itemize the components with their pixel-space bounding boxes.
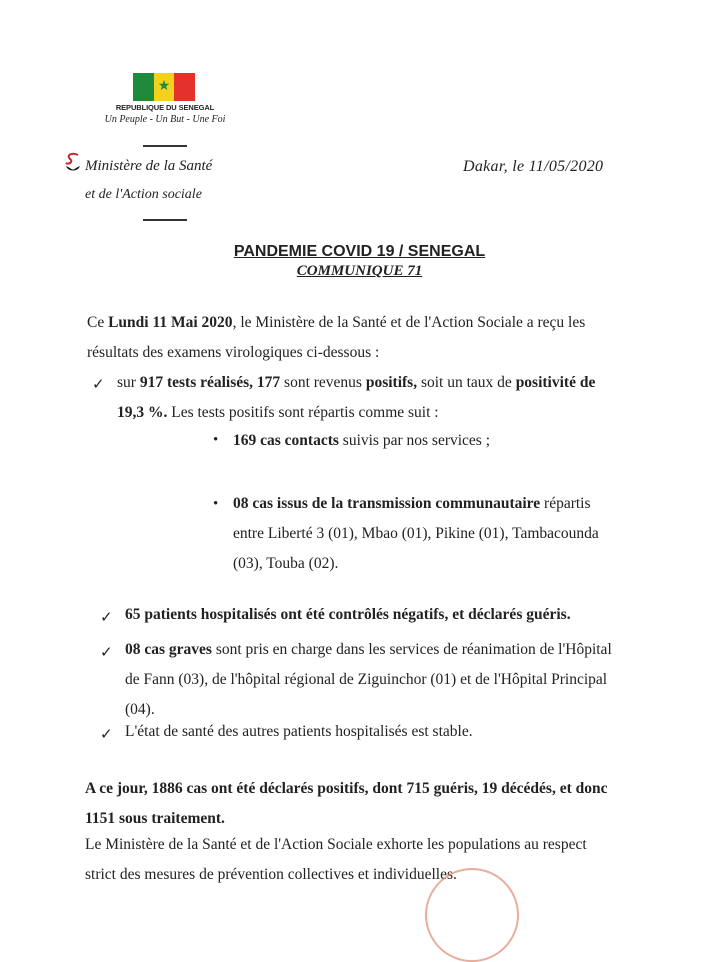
- republic-label: REPUBLIQUE DU SENEGAL: [115, 103, 215, 112]
- divider: [143, 219, 187, 221]
- ministry-name-line1: Ministère de la Santé: [85, 158, 213, 174]
- official-stamp: [425, 868, 519, 962]
- flag-red-band: [174, 73, 195, 101]
- stable-item: L'état de santé des autres patients hospitalisés est stable.: [125, 723, 473, 740]
- flag-green-band: [133, 73, 154, 101]
- healed-item: 65 patients hospitalisés ont été contrôlés négatifs, et déclarés guéris.: [125, 606, 571, 623]
- bullet-icon: •: [213, 496, 219, 512]
- check-icon: ✓: [100, 645, 113, 661]
- bullet-icon: •: [213, 432, 219, 448]
- ministry-name-line2: et de l'Action sociale: [85, 187, 202, 202]
- intro-text: , le Ministère de la Santé et de l'Action Sociale a reçu les: [232, 314, 586, 331]
- intro-date: Lundi 11 Mai 2020: [108, 314, 233, 331]
- community-item: 08 cas issus de la transmission communautaire répartis entre Liberté 3 (01), Mbao (01), Pikine (01), Tambacounda (03), Touba (02).: [233, 495, 599, 572]
- tests-paragraph: sur 917 tests réalisés, 177 sont revenus positifs, soit un taux de positivité de 19,3 %. Les tests positifs sont répartis comme suit :: [117, 374, 596, 421]
- intro-text: Ce: [87, 314, 109, 331]
- summary-paragraph: A ce jour, 1886 cas ont été déclarés positifs, dont 715 guéris, 19 décédés, et donc 1151 sous traitement.: [85, 780, 608, 827]
- communique-number: COMMUNIQUE 71: [296, 263, 423, 279]
- document-date: Dakar, le 11/05/2020: [463, 158, 604, 175]
- grave-cases-item: 08 cas graves sont pris en charge dans les services de réanimation de l'Hôpital de Fann (03), de l'hôpital régional de Ziguinchor (01) et de l'Hôpital Principal (04).: [125, 641, 612, 718]
- senegal-flag: [133, 73, 195, 101]
- document-title: PANDEMIE COVID 19 / SENEGAL: [233, 243, 486, 260]
- flag-star-icon: ★: [154, 73, 175, 101]
- intro-paragraph: [87, 308, 677, 368]
- national-motto: Un Peuple - Un But - Une Foi: [104, 114, 226, 125]
- ministry-logo-icon: [64, 152, 82, 174]
- check-icon: ✓: [100, 727, 113, 743]
- check-icon: ✓: [100, 610, 113, 626]
- contacts-item: 169 cas contacts suivis par nos services ;: [233, 432, 491, 449]
- check-icon: ✓: [92, 377, 105, 393]
- closing-paragraph: Le Ministère de la Santé et de l'Action Sociale exhorte les populations au respect strict des mesures de prévention collectives et individuelles.: [85, 836, 587, 883]
- divider: [143, 145, 187, 147]
- intro-text: résultats des examens virologiques ci-dessous :: [87, 344, 380, 361]
